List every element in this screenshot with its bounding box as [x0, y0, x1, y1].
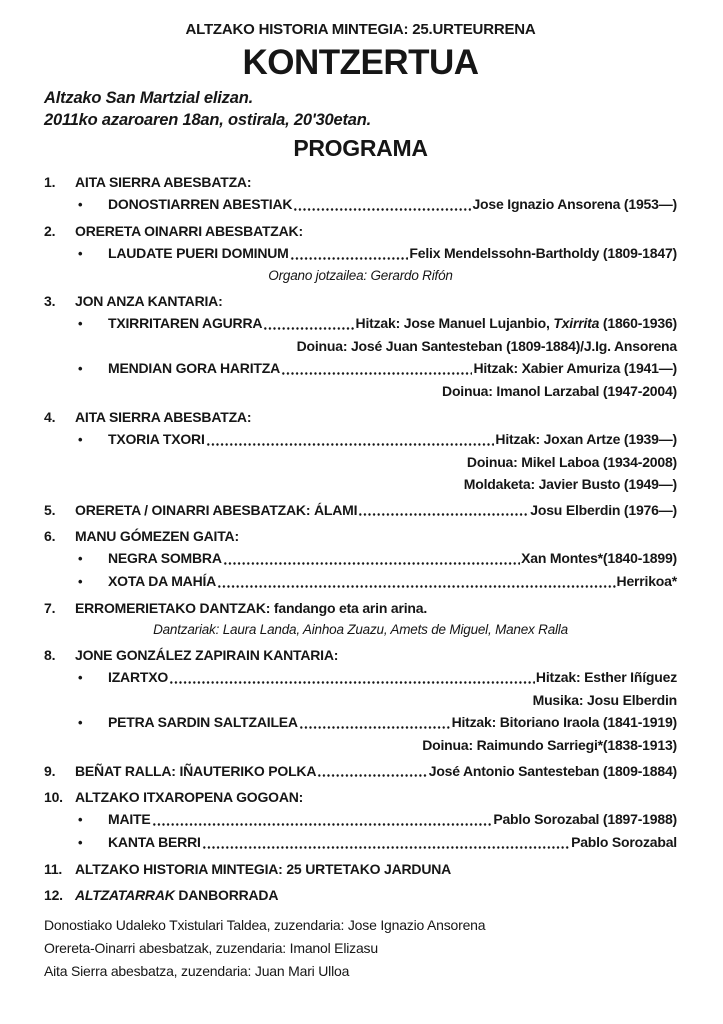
- dot-leader: [358, 499, 529, 521]
- item-heading-row: [44, 760, 677, 782]
- program-item-9: [44, 760, 677, 782]
- piece-title: PETRA SARDIN SALTZAILEA: [108, 714, 298, 730]
- piece-attribution: [356, 312, 677, 334]
- item-heading-italic: ALTZATARRAK: [75, 887, 175, 903]
- item-heading-text: ORERETA / OINARRI ABESBATZAK: ÁLAMI: [75, 502, 358, 518]
- credits-block: [44, 914, 677, 983]
- item-heading-row: [44, 644, 677, 666]
- item-heading-row: [44, 499, 677, 521]
- bullet-icon: •: [78, 551, 83, 566]
- piece-row: [44, 666, 677, 689]
- credit-line: Aita Sierra abesbatza, zuzendaria: Juan Mari Ulloa: [44, 963, 350, 979]
- piece-row: [44, 193, 677, 216]
- program-item-4: [44, 406, 677, 495]
- item-number: 8.: [44, 647, 56, 663]
- piece-attribution: Felix Mendelssohn-Bartholdy (1809-1847): [409, 245, 677, 261]
- piece-attribution: Xan Montes*(1840-1899): [521, 550, 677, 566]
- dot-leader: [281, 357, 472, 380]
- dot-leader: [299, 711, 451, 734]
- item-heading-text: ALTZAKO ITXAROPENA GOGOAN:: [75, 789, 304, 805]
- item-attribution: José Antonio Santesteban (1809-1884): [428, 763, 677, 779]
- item-heading-rest: DANBORRADA: [174, 887, 279, 903]
- item-heading-text: [75, 884, 278, 906]
- attribution-italic-text: Txirrita: [553, 315, 600, 331]
- piece-title: IZARTXO: [108, 669, 169, 685]
- piece-subline: Moldaketa: Javier Busto (1949—): [463, 476, 677, 492]
- item-number: 12.: [44, 887, 63, 903]
- item-number: 11.: [44, 861, 63, 877]
- dot-leader: [290, 242, 409, 265]
- bullet-icon: •: [78, 316, 83, 331]
- item-heading-text: AITA SIERRA ABESBATZA:: [75, 409, 252, 425]
- item-heading-text: ALTZAKO HISTORIA MINTEGIA: 25 URTETAKO JARDUNA: [75, 861, 452, 877]
- piece-row: [44, 357, 677, 380]
- piece-attribution: Hitzak: Bitoriano Iraola (1841-1919): [451, 714, 677, 730]
- item-heading-text: MANU GÓMEZEN GAITA:: [75, 528, 239, 544]
- dot-leader: [217, 570, 615, 593]
- program-item-3: [44, 290, 677, 402]
- piece-attribution: Pablo Sorozabal: [571, 834, 677, 850]
- piece-title: TXORIA TXORI: [108, 431, 205, 447]
- piece-attribution: Jose Ignazio Ansorena (1953—): [472, 196, 677, 212]
- program-list: [44, 171, 677, 906]
- venue-line: Altzako San Martzial elizan.: [44, 89, 253, 107]
- piece-title: TXIRRITAREN AGURRA: [108, 315, 263, 331]
- bullet-icon: •: [78, 574, 83, 589]
- item-heading-text: BEÑAT RALLA: IÑAUTERIKO POLKA: [75, 763, 317, 779]
- piece-title: MENDIAN GORA HARITZA: [108, 360, 281, 376]
- piece-title: MAITE: [108, 811, 151, 827]
- item-number: 3.: [44, 293, 56, 309]
- piece-row: [44, 312, 677, 335]
- piece-title: DONOSTIARREN ABESTIAK: [108, 196, 293, 212]
- piece-row: [44, 808, 677, 831]
- dot-leader: [263, 312, 354, 335]
- item-number: 2.: [44, 223, 56, 239]
- piece-attribution: Hitzak: Xabier Amuriza (1941—): [473, 360, 677, 376]
- piece-title: LAUDATE PUERI DOMINUM: [108, 245, 289, 261]
- item-number: 10.: [44, 789, 63, 805]
- bullet-icon: •: [78, 812, 83, 827]
- bullet-icon: •: [78, 715, 83, 730]
- credit-line: Donostiako Udaleko Txistulari Taldea, zuzendaria: Jose Ignazio Ansorena: [44, 917, 486, 933]
- piece-row: [44, 428, 677, 451]
- program-item-1: [44, 171, 677, 216]
- bullet-icon: •: [78, 246, 83, 261]
- piece-title: NEGRA SOMBRA: [108, 550, 222, 566]
- dot-leader: [223, 547, 520, 570]
- page-title: KONTZERTUA: [242, 43, 479, 82]
- item-heading-row: [44, 220, 677, 242]
- item-heading-row: [44, 884, 677, 906]
- item-heading-row: [44, 290, 677, 312]
- attribution-text: Hitzak: Jose Manuel Lujanbio,: [355, 315, 554, 331]
- program-item-12: [44, 884, 677, 906]
- piece-row: [44, 831, 677, 854]
- item-heading-row: [44, 171, 677, 193]
- item-heading-text: JON ANZA KANTARIA:: [75, 293, 223, 309]
- piece-attribution: Hitzak: Joxan Artze (1939—): [495, 431, 677, 447]
- item-number: 4.: [44, 409, 56, 425]
- item-number: 1.: [44, 174, 56, 190]
- program-item-11: [44, 858, 677, 880]
- credit-line: Orereta-Oinarri abesbatzak, zuzendaria: Imanol Elizasu: [44, 940, 378, 956]
- bullet-icon: •: [78, 835, 83, 850]
- program-item-10: [44, 786, 677, 854]
- dot-leader: [202, 831, 570, 854]
- piece-attribution: Pablo Sorozabal (1897-1988): [493, 811, 677, 827]
- item-heading-row: [44, 525, 677, 547]
- date-line: 2011ko azaroaren 18an, ostirala, 20'30etan.: [44, 111, 372, 129]
- item-note: Dantzariak: Laura Landa, Ainhoa Zuazu, Amets de Miguel, Manex Ralla: [153, 622, 568, 637]
- dot-leader: [169, 666, 535, 689]
- item-heading-text: JONE GONZÁLEZ ZAPIRAIN KANTARIA:: [75, 647, 339, 663]
- document-supertitle: ALTZAKO HISTORIA MINTEGIA: 25.URTEURRENA: [185, 21, 536, 38]
- program-item-5: [44, 499, 677, 521]
- piece-row: [44, 547, 677, 570]
- item-heading-text: AITA SIERRA ABESBATZA:: [75, 174, 252, 190]
- bullet-icon: •: [78, 197, 83, 212]
- bullet-icon: •: [78, 670, 83, 685]
- piece-title: KANTA BERRI: [108, 834, 201, 850]
- item-heading-text: ERROMERIETAKO DANTZAK: fandango eta arin arina.: [75, 600, 428, 616]
- item-heading-row: [44, 597, 677, 619]
- piece-subline: Musika: Josu Elberdin: [532, 692, 677, 708]
- item-attribution: Josu Elberdin (1976—): [530, 502, 677, 518]
- item-heading-row: [44, 786, 677, 808]
- item-heading-text: ORERETA OINARRI ABESBATZAK:: [75, 223, 303, 239]
- program-heading: PROGRAMA: [293, 135, 428, 161]
- program-item-7: [44, 597, 677, 640]
- piece-row: [44, 711, 677, 734]
- piece-subline: Doinua: Mikel Laboa (1934-2008): [466, 454, 677, 470]
- piece-title: XOTA DA MAHÍA: [108, 573, 217, 589]
- dot-leader: [206, 428, 495, 451]
- piece-attribution: Herrikoa*: [616, 573, 677, 589]
- item-number: 5.: [44, 502, 56, 518]
- item-note: Organo jotzailea: Gerardo Rifón: [268, 268, 453, 283]
- program-item-6: [44, 525, 677, 593]
- dot-leader: [293, 193, 471, 216]
- dot-leader: [317, 760, 427, 782]
- piece-subline: Doinua: Raimundo Sarriegi*(1838-1913): [422, 737, 677, 753]
- bullet-icon: •: [78, 361, 83, 376]
- program-item-2: [44, 220, 677, 286]
- dot-leader: [152, 808, 493, 831]
- program-item-8: [44, 644, 677, 756]
- bullet-icon: •: [78, 432, 83, 447]
- piece-subline: Doinua: Imanol Larzabal (1947-2004): [442, 383, 677, 399]
- attribution-text: (1860-1936): [599, 315, 677, 331]
- item-number: 9.: [44, 763, 56, 779]
- item-number: 6.: [44, 528, 56, 544]
- piece-attribution: Hitzak: Esther Iñíguez: [535, 669, 677, 685]
- piece-row: [44, 242, 677, 265]
- piece-subline: Doinua: José Juan Santesteban (1809-1884)/J.Ig. Ansorena: [296, 338, 677, 354]
- item-number: 7.: [44, 600, 56, 616]
- item-heading-row: [44, 406, 677, 428]
- item-heading-row: [44, 858, 677, 880]
- piece-row: [44, 570, 677, 593]
